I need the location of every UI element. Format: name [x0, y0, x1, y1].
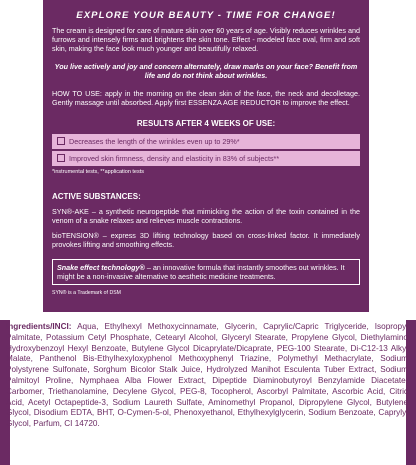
- syn-ake-text: SYN®-AKE – a synthetic neuropeptide that mimicking the action of the toxin contained in the venom of a snake relaxes and relieves muscle contractions.: [52, 207, 360, 225]
- intro-text: The cream is designed for care of mature skin over 60 years of age. Visibly reduces wrinkles and furrows and intensely firms and brightens the skin tone. Effect - modeled face oval, firm and soft skin, making the face look much younger and beautifully relaxed.: [52, 26, 360, 53]
- results-note: *instrumental tests, **application tests: [52, 169, 145, 175]
- checkbox-icon: [57, 137, 65, 145]
- ingredients-label: Ingredients/INCI:: [6, 322, 72, 331]
- ingredients-text: [6, 322, 408, 430]
- ingredients-list: Aqua, Ethylhexyl Methoxycinnamate, Glycerin, Caprylic/Capric Triglyceride, Isopropyl Palmitate, Potassium Cetyl Phosphate, Cetearyl Alcohol, Glyceryl Stearate, Propylene Glycol, Diethylamino Hydroxybenzoyl Hexyl Benzoate, Butylene Glycol Dicaprylate/Dicaprate, PEG-100 Stearate, Di-C12-13 Alkyl Malate, Panthenol Bis-Ethylhexyloxyphenol Methoxyphenyl Triazine, Polymethyl Methacrylate, Sodium Polystyrene Sulfonate, Sorghum Bicolor Stalk Juice, Hydrolyzed Manihot Esculenta Tuber Extract, Sodium Palmitoyl Proline, Nymphaea Alba Flower Extract, Dipeptide Diaminobutyroyl Benzylamide Diacetate, Carbomer, Triethanolamine, Decylene Glycol, PEG-8, Tocopherol, Ascorbyl Palmitate, Ascorbic Acid, Citric Acid, Acetyl Octapeptide-3, Sodium Laureth Sulfate, Aminomethyl Propanol, Dipropylene Glycol, Butylene Glycol, Disodium EDTA, BHT, O-Cymen-5-ol, Phenoxyethanol, Ethylhexylglycerin, Sodium Benzoate, Caprylyl Glycol, Parfum, CI 14720.: [6, 322, 408, 429]
- snake-effect-text: – an innovative formula that instantly smoothes out wrinkles. It might be a non-invasive alternative to aesthetic medicine treatments.: [57, 263, 345, 281]
- snake-effect-label: Snake effect technology®: [57, 263, 145, 272]
- result-text: Improved skin firmness, density and elasticity in 83% of subjects**: [69, 154, 280, 163]
- card-title: EXPLORE YOUR BEAUTY - TIME FOR CHANGE!: [76, 10, 336, 21]
- results-heading: RESULTS AFTER 4 WEEKS OF USE:: [136, 119, 276, 128]
- snake-effect-box: [52, 259, 360, 285]
- quote-text: You live actively and joy and concern alternately, draw marks on your face? Benefit from life and do not think about wrinkles.: [54, 62, 358, 80]
- description-card: [43, 0, 369, 312]
- ingredients-section: [0, 320, 416, 465]
- result-item: [52, 151, 360, 166]
- biotension-text: bioTENSION® – express 3D lifting technology based on cross-linked factor. It immediately provokes lifting and smoothing effects.: [52, 231, 360, 249]
- result-item: [52, 134, 360, 149]
- result-text: Decreases the length of the wrinkles even up to 29%*: [69, 137, 240, 146]
- how-to-use-text: HOW TO USE: apply in the morning on the clean skin of the face, the neck and decolletage. Gently massage until absorbed. Apply first ESSENZA AGE REDUCTOR to improve the effect.: [52, 89, 360, 107]
- trademark-note: SYN® is a Trademark of DSM: [52, 290, 121, 296]
- checkbox-icon: [57, 154, 65, 162]
- active-substances-heading: ACTIVE SUBSTANCES:: [52, 192, 141, 201]
